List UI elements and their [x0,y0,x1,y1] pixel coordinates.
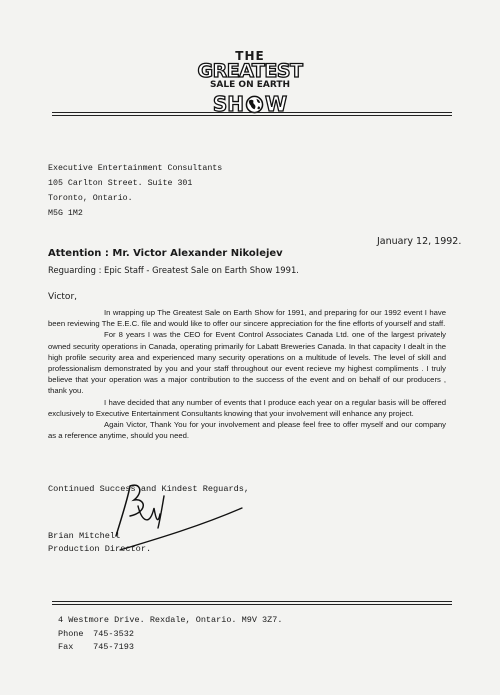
salutation: Victor, [48,292,78,302]
address-line: 105 Carlton Street. Suite 301 [48,179,193,188]
logo-show-row [196,91,304,117]
address-line: Toronto, Ontario. [48,194,133,203]
phone-label: Phone [58,628,84,639]
phone-number: 745-3532 [93,628,134,639]
logo-greatest-text: GREATEST [197,60,303,82]
signer-name: Brian Mitchell [48,531,121,541]
logo-show-text-b: W [265,92,288,116]
letterhead-logo [196,50,304,117]
logo-the-text: THE [235,49,265,63]
footer-phone [58,628,282,642]
recipient-address [48,161,222,221]
globe-icon [245,95,264,114]
footer-rule [52,601,452,602]
logo-sale-text: SALE ON EARTH [209,80,291,90]
letterhead-top-rule [52,112,452,113]
address-line: Executive Entertainment Consultants [48,164,223,173]
footer-fax [58,641,282,655]
regarding-line: Reguarding : Epic Staff - Greatest Sale on Earth Show 1991. [48,265,299,275]
logo-show-text-a: SH [212,92,245,116]
address-line: M5G 1M2 [48,209,83,218]
fax-label: Fax [58,642,74,652]
fax-number: 745-7193 [93,642,134,652]
letterhead-top-rule-2 [52,115,452,116]
attention-name: Mr. Victor Alexander Nikolejev [112,248,283,259]
attention-label: Attention : [48,248,109,259]
attention-line [48,248,283,259]
sender-footer [58,614,282,655]
body-paragraph: For 8 years I was the CEO for Event Control Associates Canada Ltd. one of the largest privately owned security operations in Canada, operating primarily for Labatt Breweries Canada. In that capacity I dealt in the high profile security area and experienced many security operations on a multitude of levels. The level of skill and professionalism demonstrated by you and your staff throughout our event recieve my highest compliments . I truly believe that your operation was a major contribution to the success of the event and on behalf of our producers , thank you. [48,330,446,396]
body-paragraph: Again Victor, Thank You for your involvement and please feel free to offer myself and our company as a reference anytime, should you need. [48,420,446,441]
letter-body [48,307,446,441]
footer-rule-2 [52,604,452,605]
signer-title: Production Director. [48,544,152,554]
body-paragraph: In wrapping up The Greatest Sale on Earth Show for 1991, and preparing for our 1992 event I have been reviewing The E.E.C. file and would like to offer our sincere appreciation for the fine efforts of yourself and staff. [48,308,446,329]
letter-date: January 12, 1992. [377,236,462,247]
body-paragraph: I have decided that any number of events that I produce each year on a regular basis will be offered exclusively to Executive Entertainment Consultants knowing that your involvement will enhance any project. [48,397,446,418]
closing-line: Continued Success and Kindest Reguards, [48,484,250,494]
footer-address: 4 Westmore Drive. Rexdale, Ontario. M9V 3Z7. [58,615,283,625]
